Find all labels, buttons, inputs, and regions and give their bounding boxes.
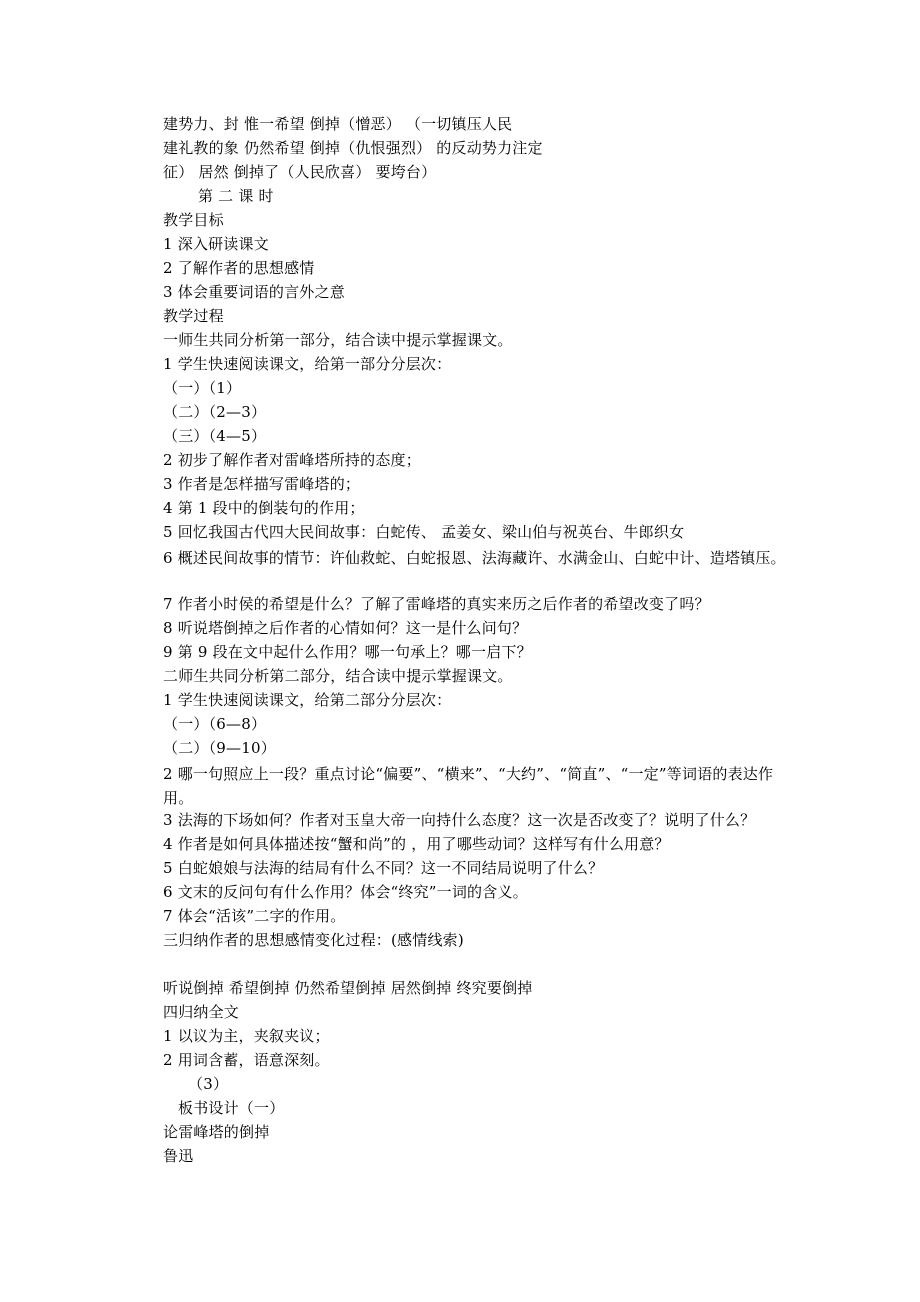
table-row-3: 征） 居然 倒掉了（人民欣喜） 要垮台） [163, 163, 437, 181]
board-author: 鲁迅 [163, 1147, 194, 1165]
paragraph-line: （一）（6—8） [163, 715, 267, 733]
paragraph-line: 4 作者是如何具体描述按“蟹和尚”的 ，用了哪些动词？这样写有什么用意？ [163, 835, 670, 853]
heading-teaching-goals: 教学目标 [163, 211, 224, 229]
heading-teaching-process: 教学过程 [163, 307, 224, 325]
paragraph-line: 6 概述民间故事的情节：许仙救蛇、白蛇报恩、法海藏许、水满金山、白蛇中计、造塔镇压。 [163, 549, 786, 567]
paragraph-line: 2 哪一句照应上一段？重点讨论“偏要”、“横来”、“大约”、“简直”、“一定”等词语的表达作用。 [163, 765, 774, 807]
paragraph-line: 1 学生快速阅读课文，给第二部分分层次： [163, 691, 452, 709]
section-title: 第 二 课 时 [198, 187, 274, 205]
paragraph-line: 1 深入研读课文 [163, 235, 269, 253]
paragraph-line: 三归纳作者的思想感情变化过程：(感情线索) [163, 931, 464, 949]
paragraph-line: 5 白蛇娘娘与法海的结局有什么不同？这一不同结局说明了什么？ [163, 859, 604, 877]
paragraph-line: 9 第 9 段在文中起什么作用？哪一句承上？哪一启下？ [163, 643, 532, 661]
paragraph-line: 5 回忆我国古代四大民间故事：白蛇传、 孟姜女、梁山伯与祝英台、牛郎织女 [163, 523, 685, 541]
paragraph-line: （一）（1） [163, 379, 242, 397]
paragraph-line: 2 初步了解作者对雷峰塔所持的态度； [163, 451, 421, 469]
paragraph-line: 2 了解作者的思想感情 [163, 259, 315, 277]
paragraph-line: 二师生共同分析第二部分，结合读中提示掌握课文。 [163, 667, 513, 685]
emotion-sequence: 听说倒掉 希望倒掉 仍然希望倒掉 居然倒掉 终究要倒掉 [163, 979, 533, 997]
paragraph-line: （二）（9—10） [163, 739, 276, 757]
paragraph-line: 一师生共同分析第一部分，结合读中提示掌握课文。 [163, 331, 513, 349]
paragraph-line: 8 听说塔倒掉之后作者的心情如何？这一是什么问句？ [163, 619, 528, 637]
paragraph-line: 3 法海的下场如何？作者对玉皇大帝一向持什么态度？这一次是否改变了？说明了什么？ [163, 811, 756, 829]
paragraph-line: 3 体会重要词语的言外之意 [163, 283, 345, 301]
paragraph-line: （三）（4—5） [163, 427, 267, 445]
board-title: 论雷峰塔的倒掉 [163, 1123, 270, 1141]
paragraph-line: 1 学生快速阅读课文，给第一部分分层次： [163, 355, 452, 373]
paragraph-line: 7 体会“活该”二字的作用。 [163, 907, 346, 925]
paragraph-line: 1 以议为主，夹叙夹议； [163, 1027, 330, 1045]
heading-summary: 四归纳全文 [163, 1003, 240, 1021]
paragraph-line: 4 第 1 段中的倒装句的作用； [163, 499, 365, 517]
paragraph-line: （3） [188, 1075, 229, 1093]
table-row-2: 建礼教的象 仍然希望 倒掉（仇恨强烈） 的反动势力注定 [163, 139, 543, 157]
heading-board-design: 板书设计（一） [178, 1099, 285, 1117]
paragraph-line: 6 文末的反问句有什么作用？体会“终究”一词的含义。 [163, 883, 528, 901]
paragraph-line: 3 作者是怎样描写雷峰塔的； [163, 475, 361, 493]
paragraph-line: 2 用词含蓄，语意深刻。 [163, 1051, 330, 1069]
table-row-1: 建势力、封 惟一希望 倒掉（憎恶） （一切镇压人民 [163, 115, 513, 133]
paragraph-line: 7 作者小时侯的希望是什么？了解了雷峰塔的真实来历之后作者的希望改变了吗？ [163, 595, 710, 613]
paragraph-line: （二）（2—3） [163, 403, 267, 421]
